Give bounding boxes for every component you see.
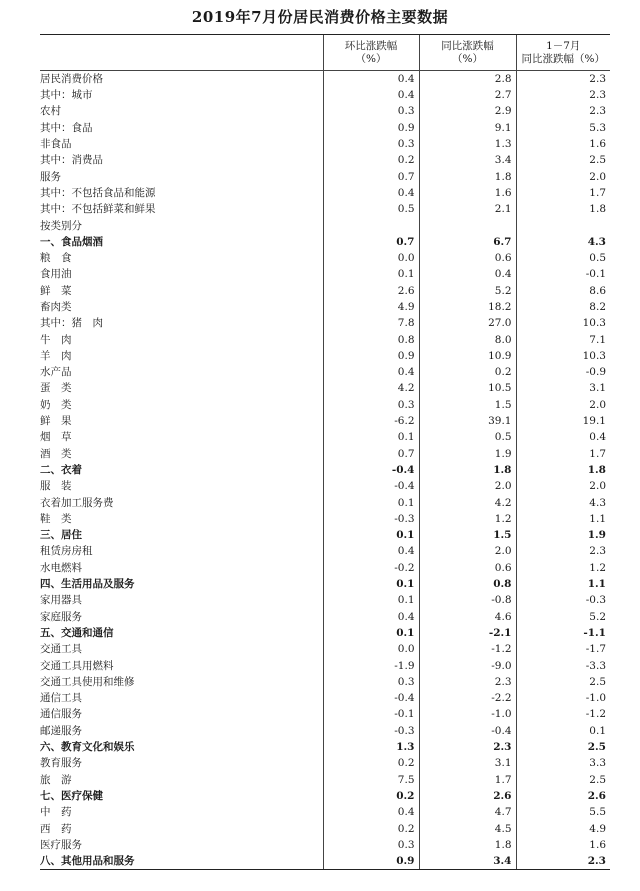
table-row xyxy=(40,804,610,820)
cell-mom: 0.4 xyxy=(323,87,419,103)
table-row xyxy=(40,609,610,625)
cell-yoy: 0.6 xyxy=(419,560,516,576)
cell-yoy: -0.8 xyxy=(419,592,516,608)
cell-mom: 0.4 xyxy=(323,609,419,625)
cell-yoy xyxy=(419,217,516,233)
table-row xyxy=(40,152,610,168)
cell-ytd: 2.3 xyxy=(516,103,610,119)
cell-ytd: 2.5 xyxy=(516,739,610,755)
cell-ytd: -1.0 xyxy=(516,690,610,706)
cell-yoy: 2.0 xyxy=(419,543,516,559)
cell-ytd: 1.8 xyxy=(516,201,610,217)
cell-ytd: -3.3 xyxy=(516,657,610,673)
cell-yoy: 1.2 xyxy=(419,511,516,527)
row-label: 西 药 xyxy=(40,822,72,835)
cell-mom: 0.2 xyxy=(323,788,419,804)
cell-mom: -0.3 xyxy=(323,723,419,739)
cell-ytd: 0.1 xyxy=(516,723,610,739)
row-label: 非食品 xyxy=(40,138,72,151)
cell-yoy: 3.4 xyxy=(419,152,516,168)
cell-ytd: 1.1 xyxy=(516,576,610,592)
cell-mom: -0.4 xyxy=(323,462,419,478)
cell-ytd: 2.5 xyxy=(516,674,610,690)
row-label: 奶 类 xyxy=(40,398,72,411)
cell-yoy: 0.4 xyxy=(419,266,516,282)
table-row xyxy=(40,250,610,266)
row-label: 四、生活用品及服务 xyxy=(40,578,135,591)
cell-yoy: 27.0 xyxy=(419,315,516,331)
table-row xyxy=(40,397,610,413)
table-row xyxy=(40,429,610,445)
cell-mom: 0.1 xyxy=(323,576,419,592)
cell-yoy: 2.9 xyxy=(419,103,516,119)
cell-yoy: 4.5 xyxy=(419,820,516,836)
row-label: 食用油 xyxy=(40,268,72,281)
table-row xyxy=(40,625,610,641)
table-row xyxy=(40,853,610,870)
table-row xyxy=(40,560,610,576)
table-row xyxy=(40,494,610,510)
cell-ytd: -0.3 xyxy=(516,592,610,608)
cell-ytd: 5.3 xyxy=(516,120,610,136)
header-ytd-text: 1－7月 同比涨跌幅（%） xyxy=(521,39,605,65)
cell-yoy: 2.7 xyxy=(419,87,516,103)
cell-mom: 4.2 xyxy=(323,380,419,396)
row-label: 衣着加工服务费 xyxy=(40,496,114,509)
header-mom xyxy=(323,35,419,71)
cell-mom: 0.3 xyxy=(323,103,419,119)
table-row xyxy=(40,380,610,396)
row-label: 家庭服务 xyxy=(40,610,82,623)
table-row xyxy=(40,283,610,299)
cell-yoy: -1.2 xyxy=(419,641,516,657)
cell-ytd: 7.1 xyxy=(516,331,610,347)
table-row xyxy=(40,576,610,592)
cell-mom: 7.5 xyxy=(323,771,419,787)
cell-ytd: 4.3 xyxy=(516,494,610,510)
cell-mom: -0.4 xyxy=(323,690,419,706)
cell-mom: 0.7 xyxy=(323,446,419,462)
cell-ytd: 1.1 xyxy=(516,511,610,527)
cell-ytd: 1.7 xyxy=(516,185,610,201)
cell-ytd: 2.5 xyxy=(516,771,610,787)
cell-mom: -0.3 xyxy=(323,511,419,527)
row-label: 蛋 类 xyxy=(40,382,72,395)
row-label: 水产品 xyxy=(40,366,72,379)
cell-yoy: -9.0 xyxy=(419,657,516,673)
cell-yoy: 1.5 xyxy=(419,397,516,413)
row-label: 鞋 类 xyxy=(40,512,72,525)
row-label: 服 装 xyxy=(40,480,72,493)
cell-mom: 0.9 xyxy=(323,853,419,870)
row-label: 按类别分 xyxy=(40,219,82,232)
cell-ytd: 8.6 xyxy=(516,283,610,299)
cell-mom xyxy=(323,217,419,233)
row-label: 医疗服务 xyxy=(40,838,82,851)
table-row xyxy=(40,71,610,88)
row-label: 其中：不包括鲜菜和鲜果 xyxy=(40,203,156,216)
cell-yoy: -0.4 xyxy=(419,723,516,739)
cell-mom: 0.2 xyxy=(323,820,419,836)
cell-mom: 4.9 xyxy=(323,299,419,315)
cell-yoy: 0.8 xyxy=(419,576,516,592)
row-label: 牛 肉 xyxy=(40,333,72,346)
cell-yoy: 1.6 xyxy=(419,185,516,201)
table-row xyxy=(40,771,610,787)
row-label: 交通工具 xyxy=(40,643,82,656)
cell-ytd: -0.1 xyxy=(516,266,610,282)
cell-ytd: 3.3 xyxy=(516,755,610,771)
table-row xyxy=(40,462,610,478)
cell-mom: 0.1 xyxy=(323,429,419,445)
table-row xyxy=(40,413,610,429)
table-row xyxy=(40,788,610,804)
cell-ytd: 10.3 xyxy=(516,315,610,331)
cell-ytd: 19.1 xyxy=(516,413,610,429)
row-label: 服务 xyxy=(40,170,61,183)
cell-mom: 0.4 xyxy=(323,185,419,201)
cell-mom: 0.1 xyxy=(323,592,419,608)
cell-ytd: 10.3 xyxy=(516,348,610,364)
cell-yoy: 10.5 xyxy=(419,380,516,396)
cell-mom: 0.9 xyxy=(323,120,419,136)
cell-yoy: 18.2 xyxy=(419,299,516,315)
table-row xyxy=(40,136,610,152)
header-item xyxy=(40,35,323,71)
cell-mom: 0.3 xyxy=(323,674,419,690)
cell-yoy: 5.2 xyxy=(419,283,516,299)
cell-yoy: 1.9 xyxy=(419,446,516,462)
table-row xyxy=(40,706,610,722)
row-label: 交通工具使用和维修 xyxy=(40,675,135,688)
table-row xyxy=(40,120,610,136)
row-label: 其中：食品 xyxy=(40,121,93,134)
cell-ytd: 2.0 xyxy=(516,168,610,184)
cell-yoy: 0.5 xyxy=(419,429,516,445)
row-label: 酒 类 xyxy=(40,447,72,460)
cell-mom: 0.7 xyxy=(323,168,419,184)
cell-yoy: 1.3 xyxy=(419,136,516,152)
row-label: 邮递服务 xyxy=(40,724,82,737)
table-row xyxy=(40,543,610,559)
cell-ytd: 3.1 xyxy=(516,380,610,396)
cell-ytd: 1.2 xyxy=(516,560,610,576)
cell-mom: 0.4 xyxy=(323,364,419,380)
cell-yoy: 1.5 xyxy=(419,527,516,543)
table-row xyxy=(40,87,610,103)
table-row xyxy=(40,820,610,836)
cell-mom: 2.6 xyxy=(323,283,419,299)
table-header xyxy=(40,35,610,71)
cell-yoy: 1.7 xyxy=(419,771,516,787)
cell-ytd: 2.6 xyxy=(516,788,610,804)
row-label: 旅 游 xyxy=(40,773,72,786)
table-row xyxy=(40,446,610,462)
row-label: 七、医疗保健 xyxy=(40,789,103,802)
cell-mom: -6.2 xyxy=(323,413,419,429)
cell-ytd: 2.3 xyxy=(516,71,610,88)
row-label: 其中：消费品 xyxy=(40,154,103,167)
cell-mom: 0.2 xyxy=(323,152,419,168)
cell-ytd: 5.5 xyxy=(516,804,610,820)
table-row xyxy=(40,739,610,755)
row-label: 八、其他用品和服务 xyxy=(40,853,323,870)
cell-ytd: 0.5 xyxy=(516,250,610,266)
cell-mom: 0.1 xyxy=(323,527,419,543)
cell-yoy: 1.8 xyxy=(419,462,516,478)
cell-yoy: 9.1 xyxy=(419,120,516,136)
table-row xyxy=(40,331,610,347)
cell-yoy: 2.0 xyxy=(419,478,516,494)
row-label: 畜肉类 xyxy=(40,301,72,313)
cell-ytd: 8.2 xyxy=(516,299,610,315)
cell-yoy: 2.6 xyxy=(419,788,516,804)
row-label: 租赁房房租 xyxy=(40,545,93,558)
table-row xyxy=(40,185,610,201)
row-label: 一、食品烟酒 xyxy=(40,235,103,248)
cell-yoy: 0.6 xyxy=(419,250,516,266)
cell-yoy: 0.2 xyxy=(419,364,516,380)
row-label: 农村 xyxy=(40,105,61,118)
header-row xyxy=(40,35,610,71)
cell-yoy: 4.2 xyxy=(419,494,516,510)
row-label: 二、衣着 xyxy=(40,463,82,476)
cell-mom: 0.8 xyxy=(323,331,419,347)
cell-mom: 0.1 xyxy=(323,266,419,282)
table-row xyxy=(40,315,610,331)
table-row xyxy=(40,657,610,673)
cell-mom: 0.1 xyxy=(323,625,419,641)
table-row xyxy=(40,723,610,739)
cell-mom: 0.0 xyxy=(323,250,419,266)
cell-mom: 0.1 xyxy=(323,494,419,510)
row-label: 家用器具 xyxy=(40,594,82,607)
cell-yoy: 8.0 xyxy=(419,331,516,347)
table-row xyxy=(40,266,610,282)
cell-yoy: 2.1 xyxy=(419,201,516,217)
header-yoy xyxy=(419,35,516,71)
cell-mom: 0.4 xyxy=(323,804,419,820)
row-label: 鲜 果 xyxy=(40,415,72,428)
cell-ytd: 1.6 xyxy=(516,837,610,853)
table-row xyxy=(40,103,610,119)
row-label: 其中：猪 肉 xyxy=(40,317,103,330)
row-label: 烟 草 xyxy=(40,431,72,444)
row-label: 羊 肉 xyxy=(40,349,72,362)
row-label: 交通工具用燃料 xyxy=(40,659,114,672)
table-row xyxy=(40,511,610,527)
row-label: 通信工具 xyxy=(40,692,82,705)
table-row xyxy=(40,592,610,608)
cell-yoy: 4.7 xyxy=(419,804,516,820)
cell-yoy: 3.4 xyxy=(419,853,516,870)
header-mom-text: 环比涨跌幅 （%） xyxy=(344,39,398,65)
cell-mom: -0.2 xyxy=(323,560,419,576)
table-row xyxy=(40,201,610,217)
cell-ytd: 2.0 xyxy=(516,478,610,494)
row-label: 通信服务 xyxy=(40,708,82,721)
cell-yoy: 39.1 xyxy=(419,413,516,429)
cell-mom: -0.1 xyxy=(323,706,419,722)
cell-yoy: 4.6 xyxy=(419,609,516,625)
cell-ytd: 2.3 xyxy=(516,543,610,559)
cell-yoy: -1.0 xyxy=(419,706,516,722)
cell-ytd: 5.2 xyxy=(516,609,610,625)
row-label: 五、交通和通信 xyxy=(40,626,114,639)
cell-mom: 1.3 xyxy=(323,739,419,755)
cell-ytd: 2.5 xyxy=(516,152,610,168)
header-ytd xyxy=(516,35,610,71)
table-row xyxy=(40,168,610,184)
cell-ytd: 2.3 xyxy=(516,853,610,870)
cell-ytd: 2.0 xyxy=(516,397,610,413)
cell-mom: 0.7 xyxy=(323,234,419,250)
cell-mom: 0.9 xyxy=(323,348,419,364)
cell-ytd: 4.3 xyxy=(516,234,610,250)
table-row xyxy=(40,364,610,380)
table-row xyxy=(40,690,610,706)
row-label: 教育服务 xyxy=(40,757,82,770)
cell-mom: -1.9 xyxy=(323,657,419,673)
cell-yoy: 1.8 xyxy=(419,837,516,853)
cell-yoy: 3.1 xyxy=(419,755,516,771)
cell-mom: 0.4 xyxy=(323,71,419,88)
cell-mom: 7.8 xyxy=(323,315,419,331)
row-label: 其中：城市 xyxy=(40,89,93,102)
row-label: 三、居住 xyxy=(40,529,82,542)
cell-yoy: 2.3 xyxy=(419,739,516,755)
cell-ytd: 0.4 xyxy=(516,429,610,445)
row-label: 六、教育文化和娱乐 xyxy=(40,741,135,754)
cell-mom: 0.3 xyxy=(323,837,419,853)
table-row xyxy=(40,348,610,364)
cell-ytd: -0.9 xyxy=(516,364,610,380)
cell-ytd: 2.3 xyxy=(516,87,610,103)
table-row xyxy=(40,755,610,771)
row-label: 粮 食 xyxy=(40,252,72,265)
cell-mom: 0.4 xyxy=(323,543,419,559)
cell-yoy: 2.3 xyxy=(419,674,516,690)
cell-mom: 0.3 xyxy=(323,397,419,413)
cell-ytd xyxy=(516,217,610,233)
table-row xyxy=(40,234,610,250)
cell-ytd: 1.6 xyxy=(516,136,610,152)
cell-ytd: 1.8 xyxy=(516,462,610,478)
cell-ytd: -1.2 xyxy=(516,706,610,722)
row-label: 中 药 xyxy=(40,806,72,819)
cell-mom: -0.4 xyxy=(323,478,419,494)
cell-ytd: -1.7 xyxy=(516,641,610,657)
table-row xyxy=(40,478,610,494)
cell-yoy: -2.2 xyxy=(419,690,516,706)
cell-yoy: 2.8 xyxy=(419,71,516,88)
row-label: 其中：不包括食品和能源 xyxy=(40,186,156,199)
table-row xyxy=(40,674,610,690)
table-row xyxy=(40,217,610,233)
page-title: 2019年7月份居民消费价格主要数据 xyxy=(191,8,449,26)
cell-mom: 0.3 xyxy=(323,136,419,152)
table-row xyxy=(40,527,610,543)
table-row xyxy=(40,837,610,853)
cell-yoy: 1.8 xyxy=(419,168,516,184)
cell-yoy: 10.9 xyxy=(419,348,516,364)
table-body xyxy=(40,71,610,870)
cell-ytd: -1.1 xyxy=(516,625,610,641)
table-row xyxy=(40,641,610,657)
cell-mom: 0.0 xyxy=(323,641,419,657)
cpi-table xyxy=(40,34,610,870)
table-row xyxy=(40,299,610,315)
cell-ytd: 1.7 xyxy=(516,446,610,462)
cell-ytd: 4.9 xyxy=(516,820,610,836)
cell-ytd: 1.9 xyxy=(516,527,610,543)
row-label: 水电燃料 xyxy=(40,561,82,574)
cell-mom: 0.2 xyxy=(323,755,419,771)
header-yoy-text: 同比涨跌幅 （%） xyxy=(441,39,494,65)
row-label: 鲜 菜 xyxy=(40,284,72,297)
row-label: 居民消费价格 xyxy=(40,73,103,85)
cell-yoy: -2.1 xyxy=(419,625,516,641)
cell-mom: 0.5 xyxy=(323,201,419,217)
cell-yoy: 6.7 xyxy=(419,234,516,250)
